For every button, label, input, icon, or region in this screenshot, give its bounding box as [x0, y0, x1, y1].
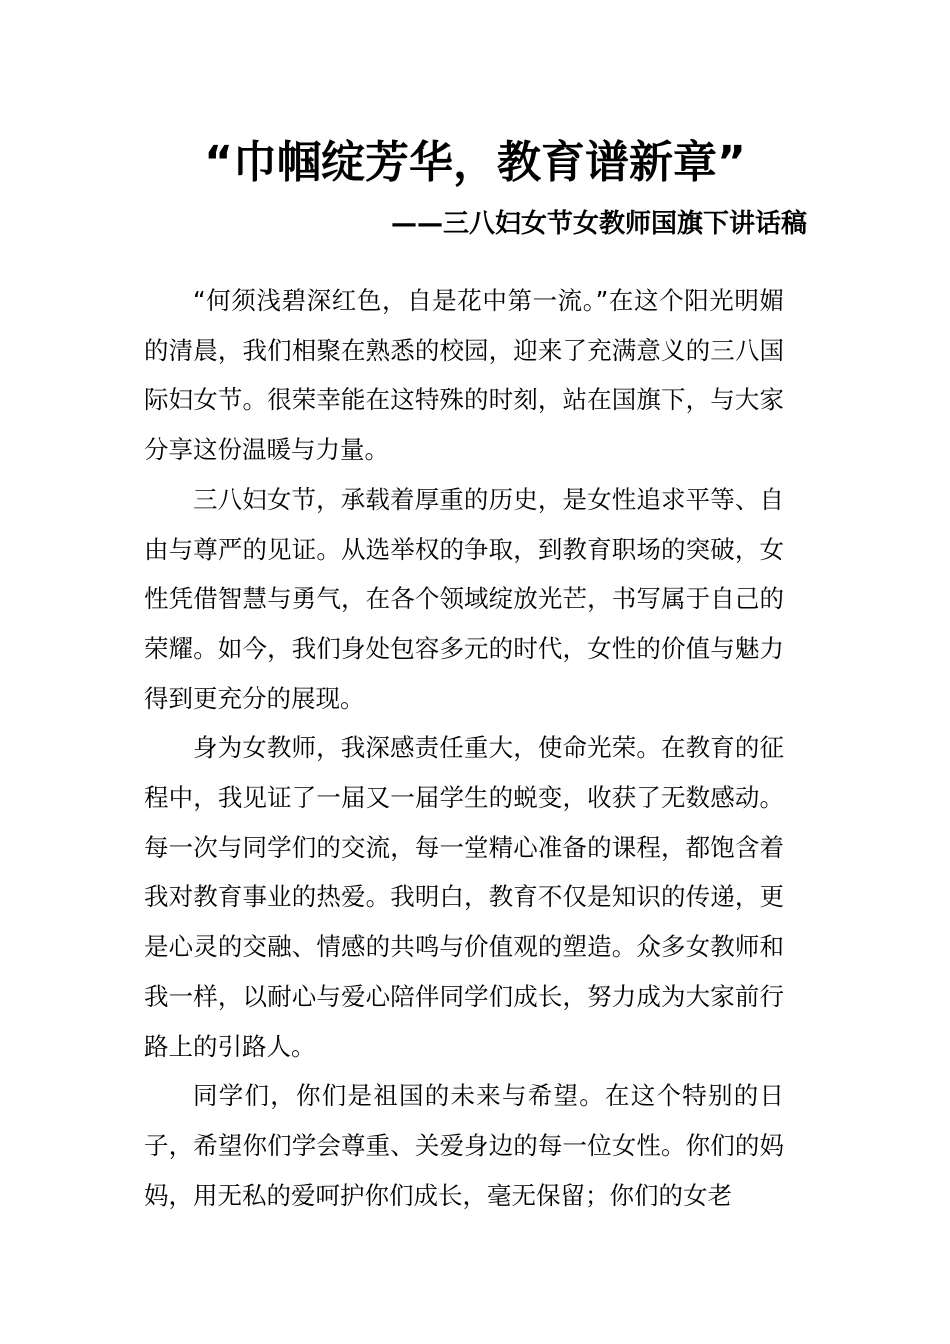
document-subtitle: ——三八妇女节女教师国旗下讲话稿 [390, 209, 807, 239]
paragraph: 三八妇女节，承载着厚重的历史，是女性追求平等、自由与尊严的见证。从选举权的争取，到教育职场的突破，女性凭借智慧与勇气，在各个领域绽放光芒，书写属于自己的荣耀。如今，我们身处包容多元的时代，女性的价值与魅力得到更充分的展现。 [144, 484, 784, 713]
speech-body [144, 276, 784, 1220]
paragraph: 身为女教师，我深感责任重大，使命光荣。在教育的征程中，我见证了一届又一届学生的蜕变，收获了无数感动。每一次与同学们的交流，每一堂精心准备的课程，都饱含着我对教育事业的热爱。我明白，教育不仅是知识的传递，更是心灵的交融、情感的共鸣与价值观的塑造。众多女教师和我一样，以耐心与爱心陪伴同学们成长，努力成为大家前行路上的引路人。 [144, 733, 784, 1061]
paragraph: “何须浅碧深红色，自是花中第一流。”在这个阳光明媚的清晨，我们相聚在熟悉的校园，迎来了充满意义的三八国际妇女节。很荣幸能在这特殊的时刻，站在国旗下，与大家分享这份温暖与力量。 [144, 286, 784, 465]
paragraph: 同学们，你们是祖国的未来与希望。在这个特别的日子，希望你们学会尊重、关爱身边的每一位女性。你们的妈妈，用无私的爱呵护你们成长，毫无保留；你们的女老 [144, 1081, 784, 1210]
document-title: “巾帼绽芳华，教育谱新章” [204, 137, 746, 188]
